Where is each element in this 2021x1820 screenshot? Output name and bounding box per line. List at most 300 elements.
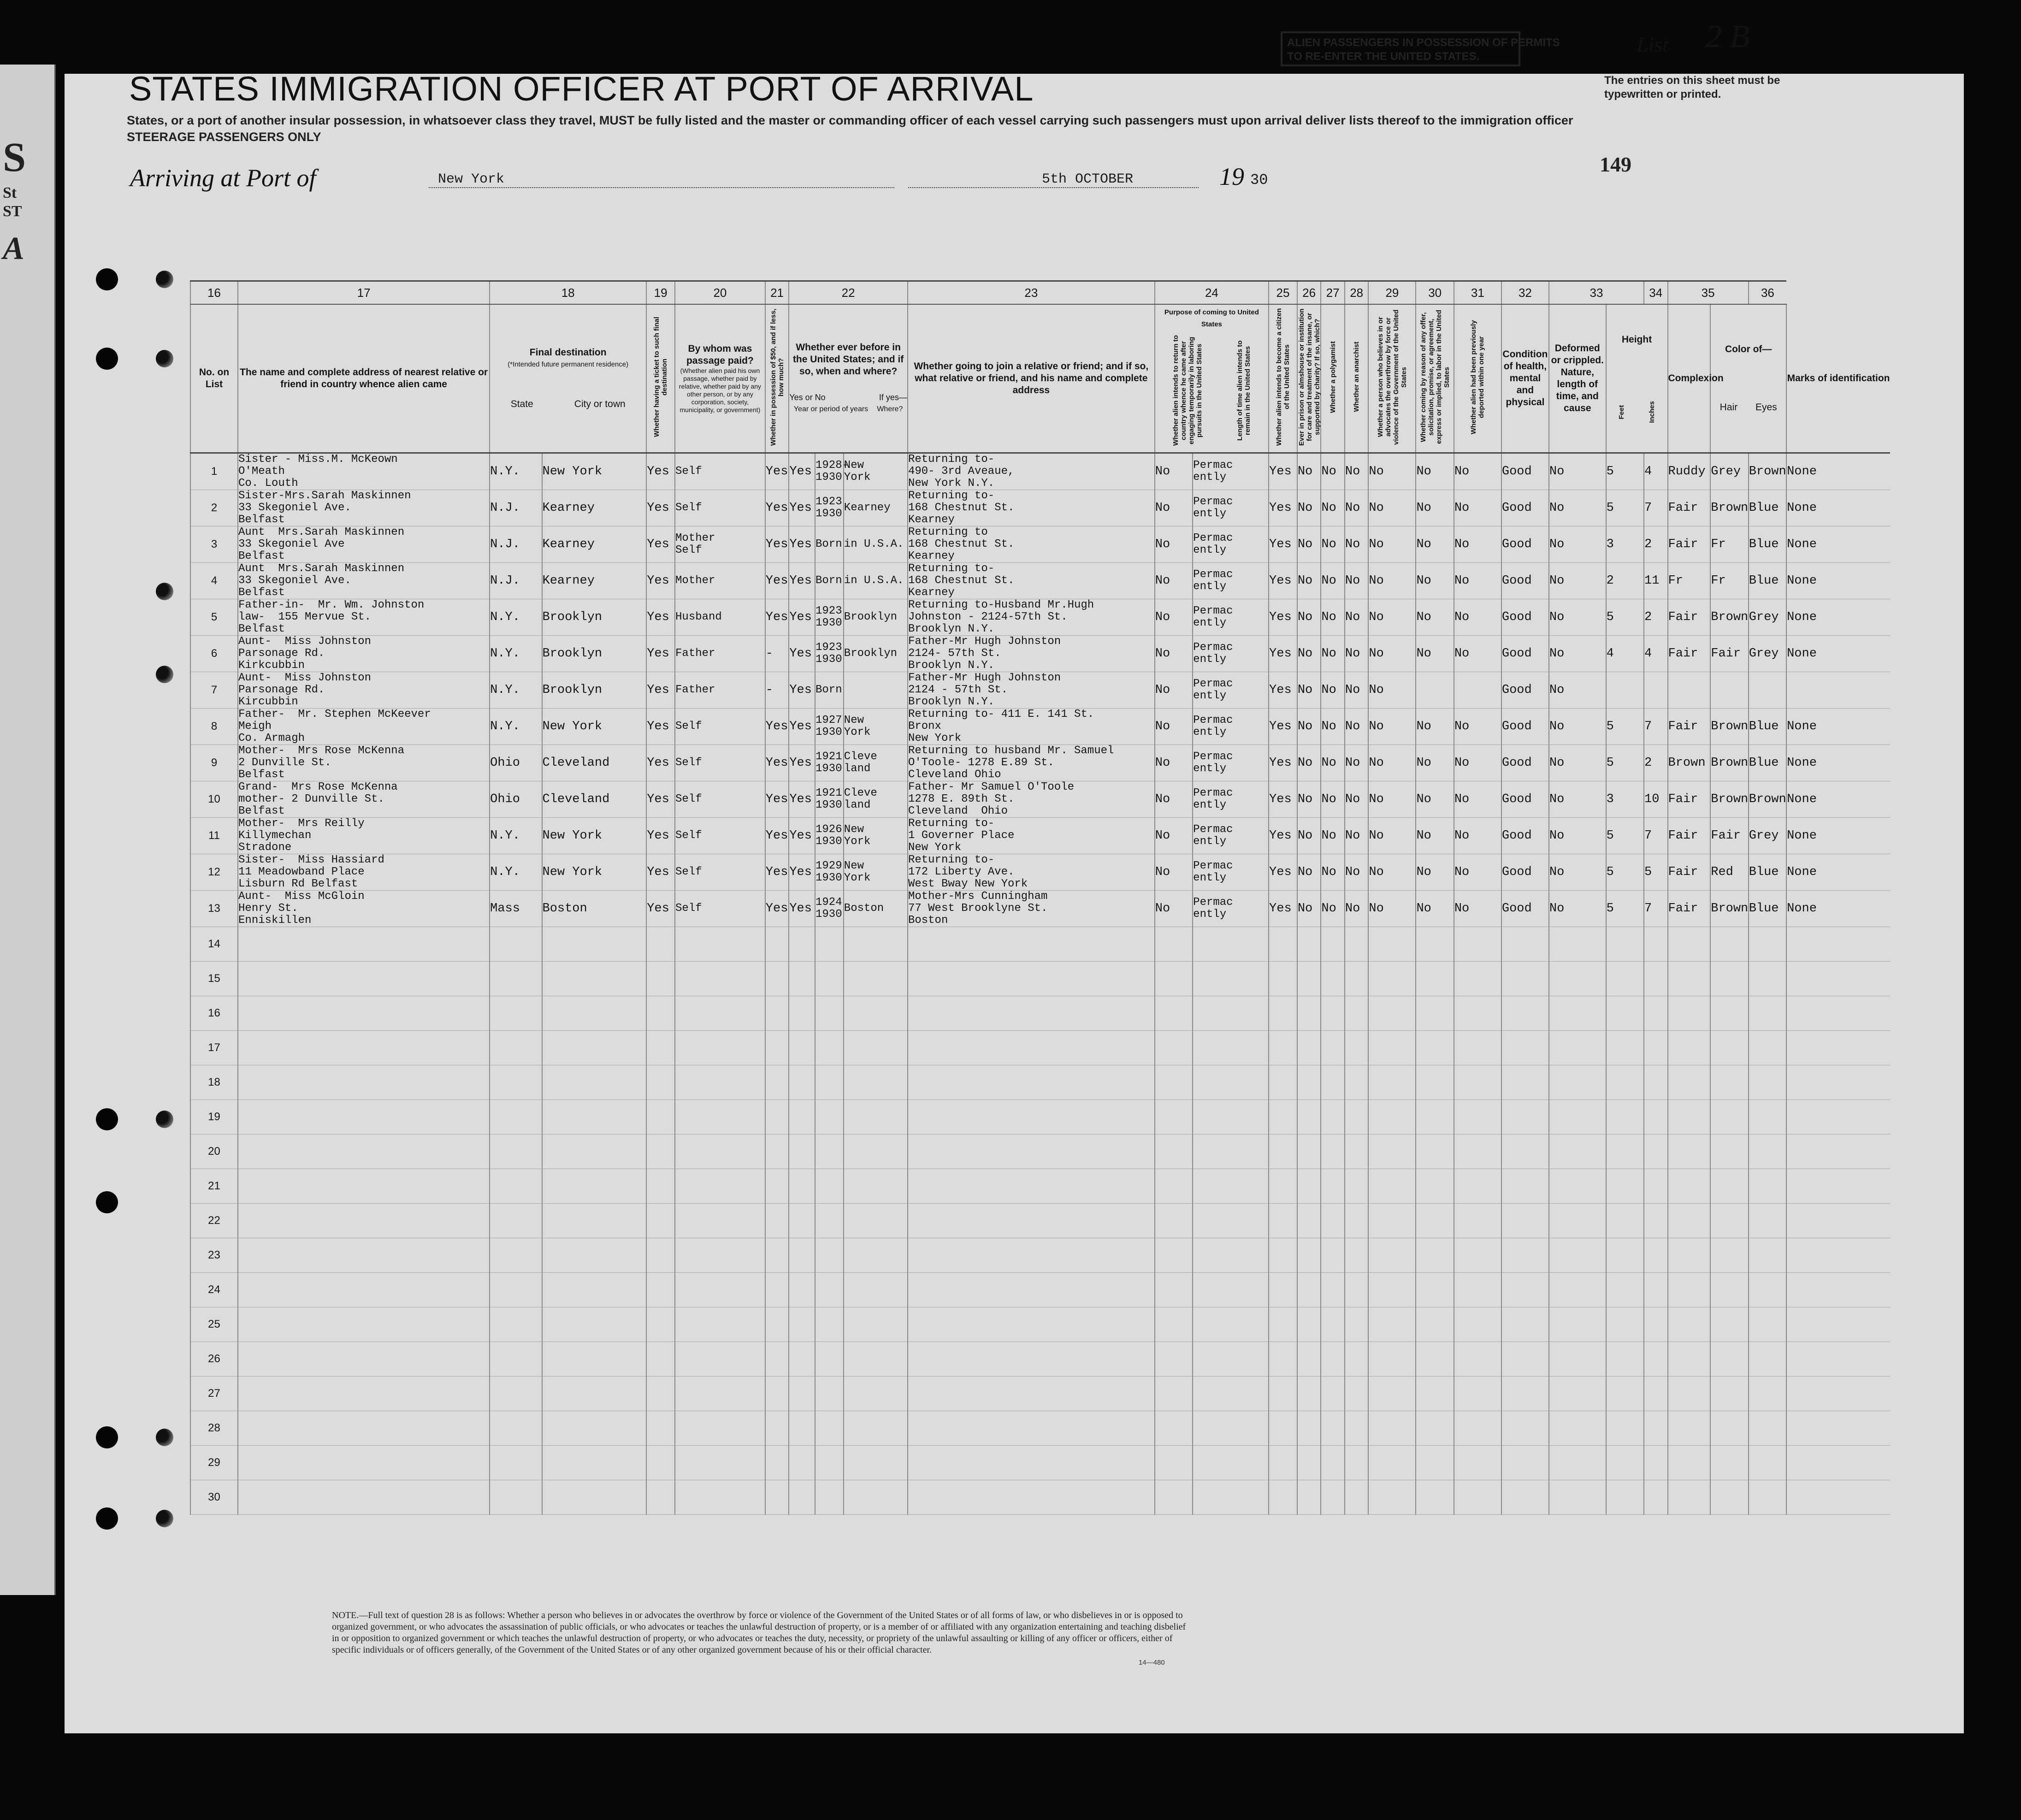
cell-anarchist: [1345, 672, 1369, 709]
cell-relative: [238, 636, 490, 672]
cell-deformed-text: No: [1549, 756, 1565, 770]
cell-before-text: Yes: [789, 574, 812, 588]
cell-relative: [238, 599, 490, 636]
empty-cell: [490, 1411, 542, 1446]
list-number: 2 B: [1706, 19, 1750, 54]
cell-no: [190, 563, 238, 599]
cell-no-text: 6: [211, 647, 218, 660]
cell-no-text: 4: [211, 574, 218, 587]
cell-purpose-b: [1193, 490, 1269, 526]
row-number-text: 20: [208, 1145, 220, 1158]
empty-cell: [908, 962, 1155, 996]
row-number-text: 16: [208, 1007, 220, 1019]
row-number: [190, 1100, 238, 1135]
cell-no-text: 10: [208, 793, 220, 805]
cell-polygamist-text: No: [1321, 610, 1336, 624]
empty-cell: [789, 1342, 815, 1377]
empty-cell: [675, 927, 765, 962]
cell-eyes: [1749, 891, 1786, 927]
cell-purpose-b-text: Permac ently: [1193, 860, 1233, 884]
empty-cell: [1368, 1204, 1416, 1238]
empty-cell: [844, 1377, 908, 1411]
empty-cell: [675, 1204, 765, 1238]
cell-money: [765, 709, 789, 745]
cell-joining: [908, 526, 1155, 563]
cell-health: [1501, 453, 1549, 490]
empty-cell: [1155, 927, 1193, 962]
cell-purpose-a-text: No: [1155, 902, 1170, 916]
empty-cell: [1345, 1100, 1369, 1135]
cell-q28: [1368, 781, 1416, 818]
binder-ring: [156, 350, 173, 367]
color-of-title: Color of—: [1725, 344, 1772, 355]
header-condition: Condition of health, mental and physical: [1501, 304, 1549, 453]
empty-cell: [765, 1065, 789, 1100]
cell-inches-text: 4: [1644, 465, 1652, 479]
empty-cell: [1269, 1204, 1297, 1238]
cell-ticket: [646, 526, 675, 563]
empty-cell: [1501, 1204, 1549, 1238]
cell-years-text: 1924 1930: [815, 896, 842, 921]
cell-complexion-text: Fair: [1668, 865, 1698, 879]
empty-table-row: [190, 996, 1890, 1031]
cell-relative-text: Grand- Mrs Rose McKenna mother- 2 Dunville St. Belfast: [238, 781, 398, 817]
page-title: STATES IMMIGRATION OFFICER AT PORT OF ARRIVAL: [129, 70, 1034, 108]
cell-money: [765, 563, 789, 599]
cell-hair-text: Brown: [1711, 902, 1749, 916]
empty-cell: [765, 1273, 789, 1307]
cell-complexion: [1668, 453, 1711, 490]
cell-state-text: N.Y.: [490, 865, 520, 879]
empty-cell: [789, 1446, 815, 1480]
empty-cell: [675, 1342, 765, 1377]
empty-cell: [1749, 1238, 1786, 1273]
empty-cell: [1786, 1065, 1890, 1100]
cell-q30: [1454, 818, 1501, 854]
empty-table-row: [190, 1446, 1890, 1480]
cell-prison-text: No: [1297, 829, 1313, 843]
cell-polygamist: [1321, 636, 1345, 672]
row-number-text: 22: [208, 1214, 220, 1227]
header-anarchist-text: Whether an anarchist: [1353, 342, 1361, 412]
cell-relative: [238, 891, 490, 927]
arriving-label: Arriving at Port of: [130, 164, 316, 192]
empty-cell: [1193, 1100, 1269, 1135]
cell-complexion: [1668, 709, 1711, 745]
cell-inches-text: 10: [1644, 792, 1660, 806]
year-printed: 19: [1219, 163, 1244, 190]
cell-purpose-b: [1193, 818, 1269, 854]
cell-ticket: [646, 453, 675, 490]
cell-q29: [1416, 672, 1454, 709]
header-possession-text: Whether in possession of $50, and if less, how much?: [769, 308, 785, 446]
empty-cell: [908, 996, 1155, 1031]
empty-cell: [1549, 1031, 1606, 1065]
colnum: 29: [1368, 281, 1416, 305]
cell-q30: [1454, 745, 1501, 781]
empty-cell: [1606, 1100, 1644, 1135]
empty-cell: [1668, 1342, 1711, 1377]
empty-cell: [1710, 962, 1748, 996]
empty-cell: [490, 1480, 542, 1515]
cell-feet: [1606, 563, 1644, 599]
cell-inches-text: 5: [1644, 865, 1652, 879]
colnum: 18: [490, 281, 646, 305]
cell-q30-text: No: [1454, 501, 1470, 515]
empty-cell: [1193, 1377, 1269, 1411]
purpose-b-text: Length of time alien intends to remain in the United States: [1236, 340, 1252, 441]
empty-cell: [1644, 1480, 1668, 1515]
empty-cell: [1321, 1307, 1345, 1342]
empty-cell: [1786, 1169, 1890, 1204]
empty-cell: [789, 1238, 815, 1273]
cell-eyes-text: Blue: [1749, 865, 1779, 879]
cell-health-text: Good: [1501, 829, 1532, 843]
cell-citizen-text: Yes: [1269, 574, 1292, 588]
cell-joining: [908, 490, 1155, 526]
cell-complexion-text: Fair: [1668, 501, 1698, 515]
empty-cell: [1155, 1446, 1193, 1480]
cell-city: [542, 709, 647, 745]
header-city: City or town: [574, 399, 626, 409]
empty-cell: [908, 1307, 1155, 1342]
empty-cell: [1368, 1480, 1416, 1515]
cell-purpose-a-text: No: [1155, 792, 1170, 806]
cell-marks: [1786, 636, 1890, 672]
empty-table-row: [190, 1342, 1890, 1377]
cell-q29-text: No: [1416, 647, 1431, 661]
cell-q28-text: No: [1369, 829, 1384, 843]
empty-cell: [1368, 927, 1416, 962]
cell-q30: [1454, 709, 1501, 745]
cell-purpose-b: [1193, 854, 1269, 891]
empty-cell: [1749, 1100, 1786, 1135]
cell-polygamist: [1321, 526, 1345, 563]
empty-cell: [1501, 1411, 1549, 1446]
empty-cell: [1710, 1480, 1748, 1515]
cell-money: [765, 672, 789, 709]
cell-where-text: Brooklyn: [844, 647, 898, 660]
cell-purpose-b-text: Permac ently: [1193, 605, 1233, 629]
cell-joining: [908, 781, 1155, 818]
empty-cell: [765, 996, 789, 1031]
cell-deformed: [1549, 672, 1606, 709]
cell-state-text: N.Y.: [490, 610, 520, 624]
empty-cell: [1345, 1446, 1369, 1480]
cell-citizen: [1269, 636, 1297, 672]
empty-cell: [490, 1273, 542, 1307]
empty-cell: [1606, 1238, 1644, 1273]
cell-paid: [675, 599, 765, 636]
empty-cell: [542, 1169, 647, 1204]
cell-purpose-a-text: No: [1155, 647, 1170, 661]
cell-hair-text: Red: [1711, 865, 1733, 879]
empty-cell: [542, 996, 647, 1031]
empty-cell: [238, 1135, 490, 1169]
empty-cell: [238, 1100, 490, 1135]
cell-feet: [1606, 636, 1644, 672]
empty-cell: [1644, 1377, 1668, 1411]
cell-years-text: 1923 1930: [815, 641, 842, 666]
empty-cell: [646, 1169, 675, 1204]
empty-cell: [1155, 1031, 1193, 1065]
cell-state-text: Ohio: [490, 756, 520, 770]
cell-citizen-text: Yes: [1269, 538, 1292, 551]
cell-before-text: Yes: [789, 610, 812, 624]
cell-marks: [1786, 745, 1890, 781]
cell-money-text: Yes: [765, 610, 788, 624]
cell-joining-text: Father- Mr Samuel O'Toole 1278 E. 89th St. Cleveland Ohio: [908, 781, 1074, 817]
cell-before-text: Yes: [789, 683, 812, 697]
header-anarchist: [1345, 304, 1369, 453]
empty-cell: [1155, 962, 1193, 996]
empty-cell: [1749, 1031, 1786, 1065]
row-number-text: 21: [208, 1180, 220, 1192]
cell-where: [844, 563, 908, 599]
empty-cell: [789, 1135, 815, 1169]
row-number: [190, 1169, 238, 1204]
empty-cell: [1606, 1169, 1644, 1204]
cell-ticket-text: Yes: [647, 865, 669, 879]
header-no-on-list: No. on List: [190, 304, 238, 453]
empty-cell: [1749, 962, 1786, 996]
cell-inches: [1644, 636, 1668, 672]
cell-no: [190, 526, 238, 563]
cell-health-text: Good: [1501, 720, 1532, 733]
cell-relative-text: Aunt Mrs.Sarah Maskinnen 33 Skegoniel Ave Belfast: [238, 526, 405, 562]
cell-paid-text: Self: [675, 756, 702, 769]
header-marks: Marks of identification: [1786, 304, 1890, 453]
empty-cell: [1668, 1031, 1711, 1065]
cell-prison-text: No: [1297, 756, 1313, 770]
empty-cell: [1155, 1273, 1193, 1307]
empty-cell: [238, 1411, 490, 1446]
empty-cell: [490, 1204, 542, 1238]
date-value: 5th OCTOBER: [1042, 171, 1134, 187]
cell-no: [190, 599, 238, 636]
cell-eyes-text: Grey: [1749, 829, 1779, 843]
cell-purpose-a: [1155, 672, 1193, 709]
cell-deformed-text: No: [1549, 501, 1565, 515]
empty-cell: [646, 1204, 675, 1238]
empty-cell: [1668, 1100, 1711, 1135]
cell-where-text: Cleve land: [844, 750, 877, 775]
question-28-footnote: NOTE.—Full text of question 28 is as follows: Whether a person who believes in or advocates the overthrow by force or violence of the Government of the United States or of all forms of law, or who disbelieves in or is opposed to organized government, or who advocates the assassination of public officials, or who advocates or teaches the unlawful destruction of property, or is a member of or affiliated with any organization entertaining and teaching disbelief in or opposition to organized government or which teaches the unlawful destruction of property, or who advocates or teaches the duty, necessity, or propriety of the unlawful assaulting or killing of any officer or officers, either of specific individuals or of officers generally, of the Government of the United States or of any other organized government because of his or their official character.: [332, 1610, 1186, 1655]
cell-hair-text: Grey: [1711, 465, 1741, 479]
binder-hole: [96, 348, 118, 370]
empty-cell: [1297, 1411, 1321, 1446]
cell-deformed: [1549, 709, 1606, 745]
cell-state-text: N.Y.: [490, 647, 520, 661]
passage-paid-note: (Whether alien paid his own passage, whether paid by relative, whether paid by any other person, or by any corporation, society, municipality, or government): [679, 367, 762, 414]
empty-cell: [1345, 1204, 1369, 1238]
cell-complexion-text: Fair: [1668, 720, 1698, 733]
cell-where: [844, 599, 908, 636]
empty-cell: [1710, 927, 1748, 962]
empty-cell: [238, 1238, 490, 1273]
empty-cell: [1297, 1307, 1321, 1342]
empty-cell: [1297, 1169, 1321, 1204]
empty-cell: [1193, 962, 1269, 996]
row-number-text: 30: [208, 1491, 220, 1503]
cell-money-text: Yes: [765, 756, 788, 770]
cell-health: [1501, 672, 1549, 709]
cell-years-text: 1926 1930: [815, 823, 842, 848]
cell-years: [815, 854, 844, 891]
cell-complexion-text: Ruddy: [1668, 465, 1706, 479]
empty-cell: [1321, 1446, 1345, 1480]
header-year-period: Year or period of years: [793, 405, 869, 413]
cell-complexion-text: Fair: [1668, 792, 1698, 806]
cell-inches: [1644, 891, 1668, 927]
cell-city: [542, 636, 647, 672]
cell-marks: [1786, 709, 1890, 745]
cell-q28: [1368, 636, 1416, 672]
empty-cell: [1416, 1480, 1454, 1515]
empty-cell: [1710, 1100, 1748, 1135]
empty-cell: [646, 1377, 675, 1411]
empty-cell: [789, 1169, 815, 1204]
binder-hole: [96, 1426, 118, 1448]
empty-cell: [1269, 1480, 1297, 1515]
empty-cell: [1297, 927, 1321, 962]
cell-before: [789, 526, 815, 563]
cell-q29: [1416, 854, 1454, 891]
cell-money: [765, 599, 789, 636]
cell-relative: [238, 672, 490, 709]
cell-hair-text: Brown: [1711, 610, 1749, 624]
empty-cell: [1345, 1480, 1369, 1515]
cell-where: [844, 818, 908, 854]
empty-cell: [765, 1100, 789, 1135]
cell-marks: [1786, 672, 1890, 709]
cell-ticket: [646, 891, 675, 927]
row-number-text: 25: [208, 1318, 220, 1330]
empty-cell: [1454, 1377, 1501, 1411]
empty-cell: [908, 1031, 1155, 1065]
cell-city: [542, 891, 647, 927]
purpose-a-text: Whether alien intends to return to country whence he came after engaging temporarily in laboring pursuits in the United States: [1171, 335, 1203, 446]
empty-table-row: [190, 1169, 1890, 1204]
empty-cell: [1155, 1065, 1193, 1100]
binder-hole: [96, 1191, 118, 1213]
empty-cell: [490, 1169, 542, 1204]
empty-cell: [815, 1446, 844, 1480]
cell-years-text: 1923 1930: [815, 605, 842, 629]
empty-cell: [646, 1446, 675, 1480]
row-number-text: 26: [208, 1353, 220, 1365]
cell-q29: [1416, 526, 1454, 563]
cell-deformed-text: No: [1549, 647, 1565, 661]
cell-hair-text: Brown: [1711, 720, 1749, 733]
empty-cell: [1786, 1480, 1890, 1515]
header-state: State: [510, 399, 533, 409]
cell-health-text: Good: [1501, 865, 1532, 879]
cell-ticket: [646, 818, 675, 854]
row-number: [190, 1273, 238, 1307]
cell-before-text: Yes: [789, 792, 812, 806]
empty-cell: [1786, 1342, 1890, 1377]
cell-state: [490, 745, 542, 781]
passage-paid-title: By whom was passage paid?: [686, 343, 754, 366]
empty-cell: [789, 1031, 815, 1065]
empty-cell: [675, 1100, 765, 1135]
cell-deformed-text: No: [1549, 610, 1565, 624]
cell-state: [490, 672, 542, 709]
empty-cell: [1269, 1238, 1297, 1273]
cell-deformed-text: No: [1549, 829, 1565, 843]
empty-cell: [815, 1065, 844, 1100]
date-underline: [908, 187, 1199, 188]
cell-years: [815, 490, 844, 526]
row-number-text: 24: [208, 1283, 220, 1296]
cell-joining-text: Returning to- 490- 3rd Aveaue, New York N.Y.: [908, 453, 1015, 490]
cell-marks-text: None: [1787, 902, 1817, 916]
cell-feet-text: 3: [1606, 792, 1614, 806]
empty-cell: [1193, 1273, 1269, 1307]
cell-city-text: Brooklyn: [542, 610, 603, 624]
empty-cell: [765, 927, 789, 962]
empty-cell: [1786, 1238, 1890, 1273]
cell-ticket-text: Yes: [647, 829, 669, 843]
empty-cell: [542, 962, 647, 996]
cell-q29-text: No: [1416, 902, 1431, 916]
table-row: [190, 563, 1890, 599]
cell-years-text: 1921 1930: [815, 750, 842, 775]
cell-ticket: [646, 781, 675, 818]
cell-paid-text: Self: [675, 793, 702, 805]
cell-purpose-b-text: Permac ently: [1193, 568, 1233, 593]
empty-cell: [1549, 1273, 1606, 1307]
cell-before-text: Yes: [789, 756, 812, 770]
header-complexion: Complexion: [1668, 304, 1711, 453]
empty-cell: [908, 1411, 1155, 1446]
empty-cell: [1193, 1031, 1269, 1065]
empty-cell: [1345, 1169, 1369, 1204]
empty-cell: [1297, 1238, 1321, 1273]
cell-feet-text: 2: [1606, 574, 1614, 588]
empty-cell: [908, 1480, 1155, 1515]
page-number: 149: [1600, 153, 1631, 176]
empty-cell: [675, 1377, 765, 1411]
cell-purpose-a: [1155, 709, 1193, 745]
header-q30: [1454, 304, 1501, 453]
cell-hair-text: Fr: [1711, 538, 1726, 551]
cell-citizen-text: Yes: [1269, 792, 1292, 806]
cell-no-text: 5: [211, 611, 218, 623]
empty-cell: [542, 1411, 647, 1446]
empty-table-row: [190, 1411, 1890, 1446]
empty-cell: [1416, 1377, 1454, 1411]
cell-purpose-a: [1155, 599, 1193, 636]
cell-anarchist-text: No: [1345, 865, 1360, 879]
empty-cell: [1416, 1204, 1454, 1238]
empty-cell: [1368, 996, 1416, 1031]
cell-q29-text: No: [1416, 829, 1431, 843]
empty-cell: [1710, 996, 1748, 1031]
cell-deformed-text: No: [1549, 538, 1565, 551]
empty-cell: [1786, 927, 1890, 962]
cell-eyes: [1749, 781, 1786, 818]
cell-complexion-text: Fr: [1668, 574, 1683, 588]
cell-complexion: [1668, 599, 1711, 636]
cell-health: [1501, 490, 1549, 526]
empty-cell: [490, 1100, 542, 1135]
cell-health: [1501, 781, 1549, 818]
empty-cell: [646, 996, 675, 1031]
cell-q28: [1368, 599, 1416, 636]
header-q29: [1416, 304, 1454, 453]
